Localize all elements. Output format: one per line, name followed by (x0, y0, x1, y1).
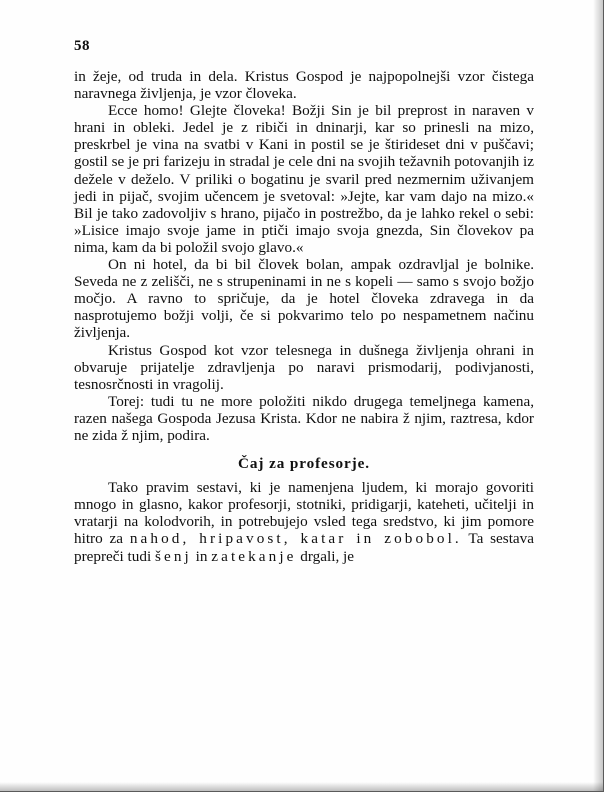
paragraph-2: Ecce homo! Glejte človeka! Božji Sin je bil preprost in naraven v hrani in obleki. Jedel je z ribiči in dninarji, kar so prinesli na mizo, preskrbel je vina na svatbi v Kani in postil se je štirideset dni v puščavi; gostil se je pri farizeju in stradal je cele dni na svojih težavnih potovanjih iz dežele v deželo. V priliki o bogatinu je svaril pred nezmernim uživanjem jedi in pijač, svojim učencem je svetoval: »Jejte, kar vam dajo na mizo.« Bil je tako zadovoljiv s hrano, pijačo in postrežbo, da je lahko rekel o sebi: »Lisice imajo svoje jame in ptiči imajo svoja gnezda, Sin človekov pa nima, kam da bi položil svojo glavo.« (74, 102, 534, 256)
paragraph-4: Kristus Gospod kot vzor telesnega in dušnega življenja ohrani in obvaruje prijatelje zdravljenja po naravi prismodarij, podivjanosti, tesnosrčnosti in vragolij. (74, 341, 534, 393)
page-edge-shadow-right (593, 0, 603, 791)
page-text-block (74, 68, 534, 565)
segment-plain-3: in (191, 547, 212, 565)
segment-plain-4: drgali, je (296, 547, 355, 565)
paragraph-5: Torej: tudi tu ne more položiti nikdo drugega temeljnega kamena, razen našega Gospoda Jezusa Krista. Kdor ne nabira ž njim, raztresa, kdor ne zida ž njim, podira. (74, 392, 534, 444)
segment-emphasis-zatekanje: zatekanje (211, 547, 297, 565)
section-heading: Čaj za profesorje. (238, 455, 370, 473)
page-number: 58 (74, 38, 90, 54)
paragraph-6 (74, 479, 534, 564)
segment-plain-1: Tako pravim sestavi, ki je namenjena ljudem, ki morajo govoriti mnogo in glasno, kakor profesorji, stotniki, pridigarji, kateheti, učitelji in vratarji na kolodvorih, in potrebujejo vsled tega sredstvo, ki jim pomore hitro za (74, 479, 534, 548)
segment-emphasis-senj: šenj (154, 547, 192, 565)
page-edge-shadow-bottom (0, 782, 603, 791)
segment-plain-2: Ta sestava prepreči tudi (74, 530, 534, 565)
paragraph-1: in žeje, od truda in dela. Kristus Gospod je najpopolnejši vzor čistega naravnega življenja, je vzor človeka. (74, 68, 534, 103)
paragraph-3: On ni hotel, da bi bil človek bolan, ampak ozdravljal je bolnike. Seveda ne z zelišči, ne s strupeninami in ne s kopeli — samo s svojo božjo močjo. A ravno to spričuje, da je hotel človeka zdravega in da nasprotujemo božji volji, če si pokvarimo telo po nespametnem načinu življenja. (74, 256, 534, 342)
segment-emphasis-ailments: nahod, hripavost, katar in zobobol. (129, 530, 462, 548)
